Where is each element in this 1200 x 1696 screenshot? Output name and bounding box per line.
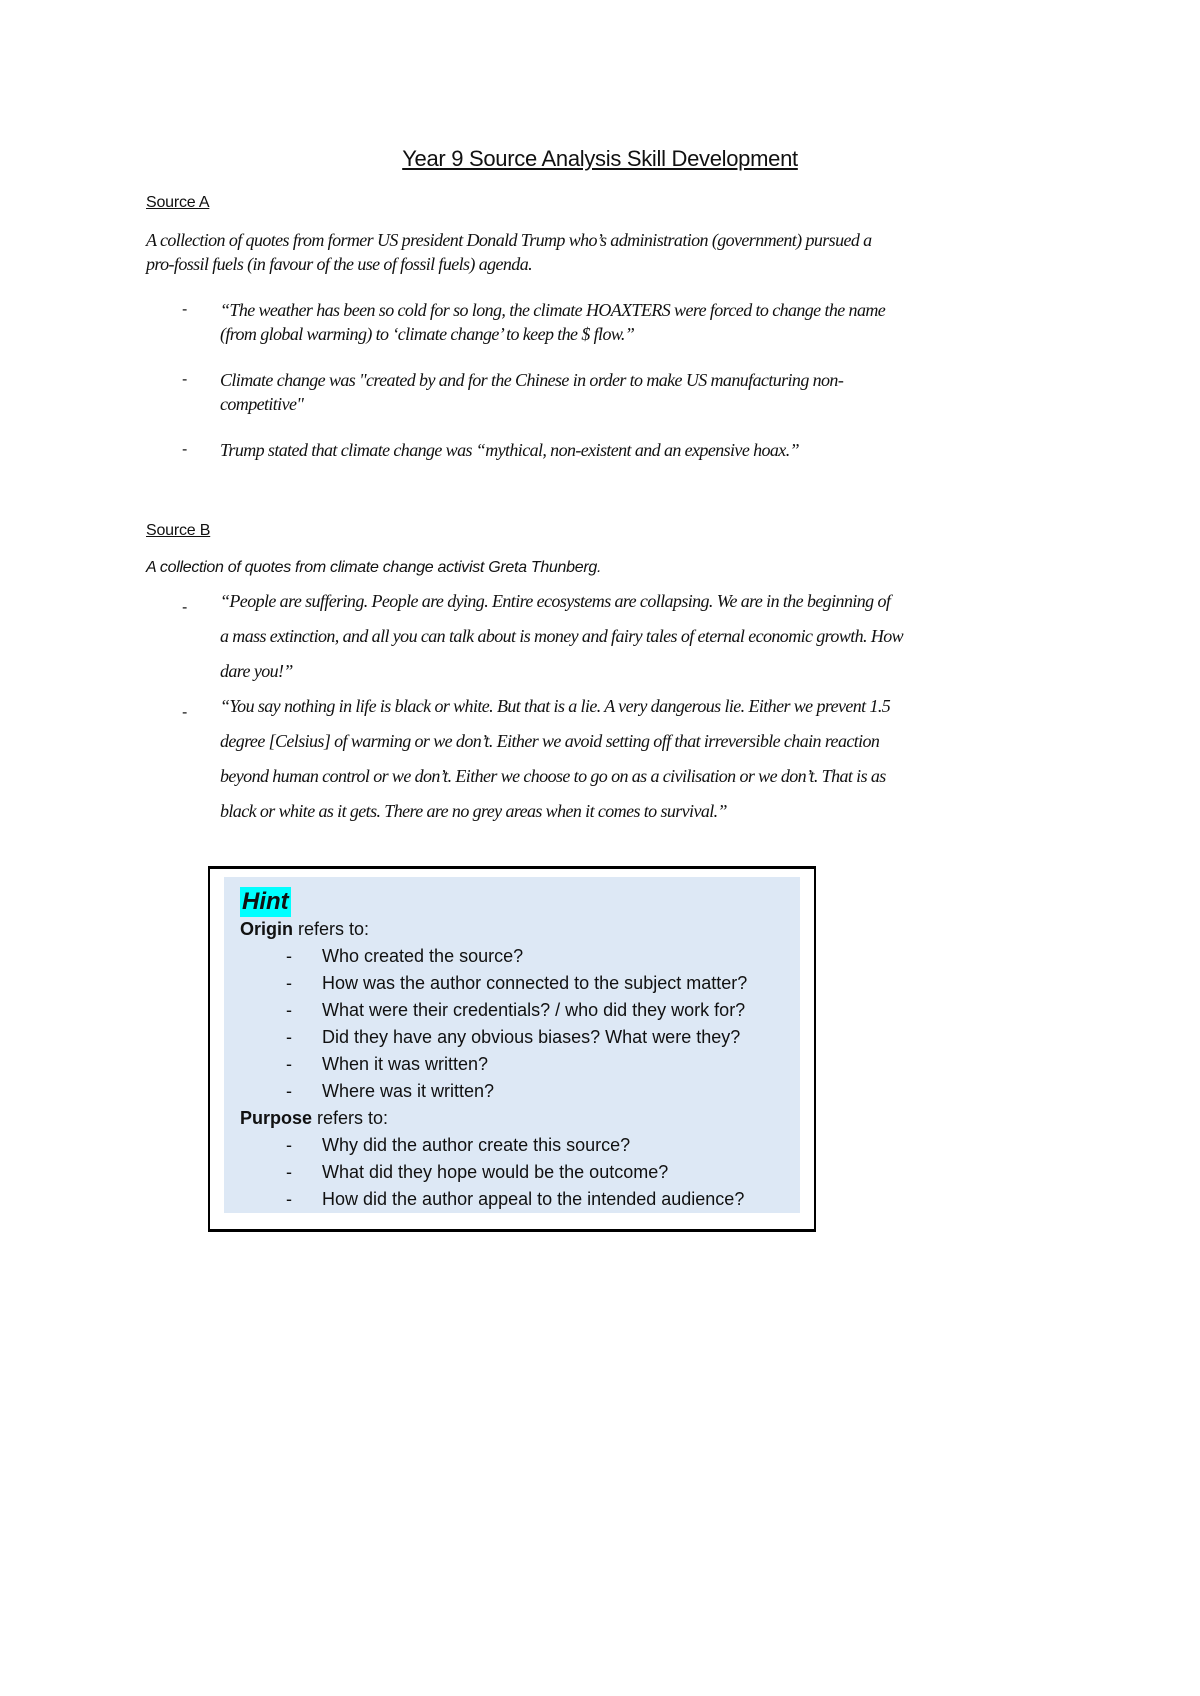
purpose-item-text: What did they hope would be the outcome?	[322, 1162, 669, 1182]
origin-item-text: Who created the source?	[322, 946, 524, 966]
bullet-dash: -	[182, 441, 187, 458]
hint-dash: -	[286, 1135, 292, 1155]
hint-dash: -	[286, 1054, 292, 1074]
source-b-bullet-1-line2: a mass extinction, and all you can talk about is money and fairy tales of eternal economic growth. How	[220, 626, 904, 646]
source-b-heading: Source B	[146, 522, 211, 539]
hint-title: Hint	[242, 888, 289, 915]
page-title: Year 9 Source Analysis Skill Development	[402, 146, 798, 171]
origin-item-text: Where was it written?	[322, 1081, 495, 1101]
source-b-intro: A collection of quotes from climate change activist Greta Thunberg.	[146, 559, 602, 576]
source-a-bullet-2-line1: Climate change was "created by and for the Chinese in order to make US manufacturing non-	[220, 370, 844, 390]
source-a-intro-line1: A collection of quotes from former US president Donald Trump who’s administration (government) pursued a	[146, 230, 872, 250]
source-b-bullet-2-line4: black or white as it gets. There are no grey areas when it comes to survival.”	[220, 801, 727, 821]
hint-dash: -	[286, 973, 292, 993]
hint-dash: -	[286, 1189, 292, 1209]
source-a-bullet-1-line2: (from global warming) to ‘climate change’ to keep the $ flow.”	[220, 324, 635, 344]
source-a-bullet-1-line1: “The weather has been so cold for so long, the climate HOAXTERS were forced to change the name	[220, 300, 886, 320]
origin-item-text: Did they have any obvious biases? What were they?	[322, 1027, 741, 1047]
bullet-dash: -	[182, 301, 187, 318]
source-a-bullet-2-line2: competitive"	[220, 394, 304, 414]
hint-dash: -	[286, 1027, 292, 1047]
hint-dash: -	[286, 946, 292, 966]
source-b-bullet-2-line3: beyond human control or we don’t. Either we choose to go on as a civilisation or we don’t. That is as	[220, 766, 886, 786]
source-b-bullet-2-line1: “You say nothing in life is black or white. But that is a lie. A very dangerous lie. Either we prevent 1.5	[220, 696, 891, 716]
purpose-heading	[240, 1106, 388, 1130]
source-b-bullet-1-line1: “People are suffering. People are dying. Entire ecosystems are collapsing. We are in the beginning of	[220, 591, 891, 611]
source-b-bullet-2-line2: degree [Celsius] of warming or we don’t. Either we avoid setting off that irreversible chain reaction	[220, 731, 880, 751]
origin-label: Origin	[240, 919, 293, 939]
purpose-label: Purpose	[240, 1108, 313, 1128]
source-b-bullet-1-line3: dare you!”	[220, 661, 293, 681]
purpose-item-text: Why did the author create this source?	[322, 1135, 631, 1155]
hint-dash: -	[286, 1162, 292, 1182]
bullet-dash: -	[182, 599, 187, 616]
bullet-dash: -	[182, 704, 187, 721]
source-a-heading: Source A	[146, 194, 210, 211]
origin-item-text: How was the author connected to the subject matter?	[322, 973, 748, 993]
hint-box	[208, 866, 816, 1232]
source-a-intro-line2: pro-fossil fuels (in favour of the use of fossil fuels) agenda.	[146, 254, 533, 274]
origin-suffix: refers to:	[293, 919, 370, 939]
origin-heading	[240, 917, 369, 941]
hint-dash: -	[286, 1081, 292, 1101]
origin-item-text: When it was written?	[322, 1054, 489, 1074]
source-a-intro	[146, 228, 1066, 276]
hint-background	[224, 877, 800, 1213]
purpose-item-text: How did the author appeal to the intended audience?	[322, 1189, 745, 1209]
source-a-bullet-3-line1: Trump stated that climate change was “mythical, non-existent and an expensive hoax.”	[220, 440, 800, 460]
bullet-dash: -	[182, 371, 187, 388]
purpose-suffix: refers to:	[312, 1108, 389, 1128]
hint-dash: -	[286, 1000, 292, 1020]
origin-item-text: What were their credentials? / who did they work for?	[322, 1000, 746, 1020]
